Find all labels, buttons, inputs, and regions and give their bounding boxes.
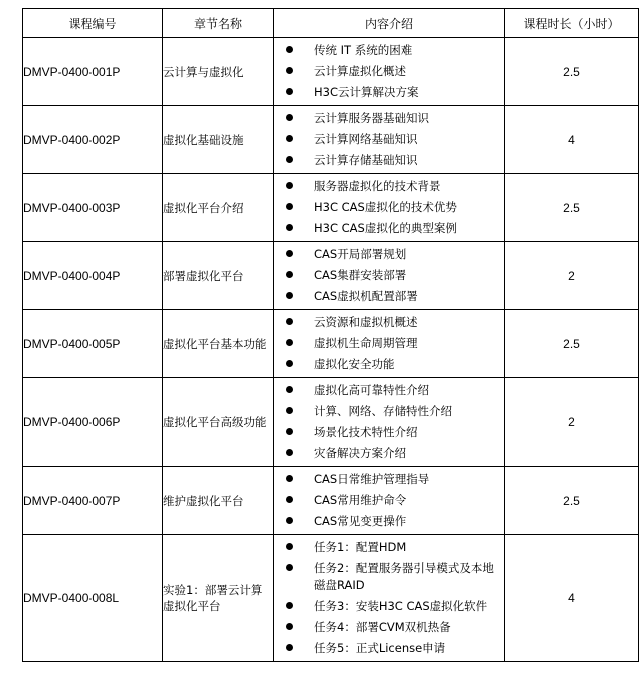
bullet-icon (286, 88, 293, 95)
list-item-text: 虚拟化安全功能 (314, 357, 395, 371)
list-item-text: 服务器虚拟化的技术背景 (314, 179, 441, 193)
list-item (274, 596, 504, 617)
content-cell (274, 106, 505, 174)
list-item-text: 任务1：配置HDM (314, 540, 407, 554)
bullet-icon (286, 517, 293, 524)
table-row (23, 310, 639, 378)
bullet-icon (286, 386, 293, 393)
table-header-row (23, 9, 639, 38)
table-body (23, 38, 639, 662)
list-item-text: 任务5：正式License申请 (314, 641, 446, 655)
list-item (274, 638, 504, 659)
content-cell (274, 535, 505, 662)
list-item (274, 443, 504, 464)
header-code: 课程编号 (23, 9, 163, 38)
course-table-container (22, 8, 639, 662)
list-item-text: CAS集群安装部署 (314, 268, 407, 282)
bullet-icon (286, 114, 293, 121)
table-row (23, 38, 639, 106)
list-item-text: 任务2：配置服务器引导模式及本地磁盘RAID (314, 561, 494, 592)
list-item (274, 218, 504, 239)
bullet-icon (286, 360, 293, 367)
bullet-icon (286, 156, 293, 163)
list-item-text: 灾备解决方案介绍 (314, 446, 406, 460)
bullet-icon (286, 449, 293, 456)
course-code: DMVP-0400-007P (23, 467, 163, 535)
list-item-text: 云计算虚拟化概述 (314, 64, 406, 78)
list-item (274, 82, 504, 103)
course-duration: 2.5 (505, 310, 639, 378)
course-code: DMVP-0400-004P (23, 242, 163, 310)
list-item (274, 490, 504, 511)
bullet-icon (286, 250, 293, 257)
list-item-text: CAS虚拟机配置部署 (314, 289, 418, 303)
bullet-icon (286, 292, 293, 299)
content-list (274, 108, 504, 171)
chapter-name: 部署虚拟化平台 (163, 242, 274, 310)
list-item (274, 265, 504, 286)
bullet-icon (286, 543, 293, 550)
chapter-name: 维护虚拟化平台 (163, 467, 274, 535)
bullet-icon (286, 182, 293, 189)
list-item-text: 云计算存储基础知识 (314, 153, 418, 167)
chapter-name: 云计算与虚拟化 (163, 38, 274, 106)
list-item (274, 333, 504, 354)
chapter-name: 虚拟化平台高级功能 (163, 378, 274, 467)
list-item (274, 537, 504, 558)
list-item-text: 场景化技术特性介绍 (314, 425, 418, 439)
course-duration: 2.5 (505, 174, 639, 242)
bullet-icon (286, 224, 293, 231)
content-cell (274, 310, 505, 378)
table-row (23, 467, 639, 535)
list-item-text: 传统 IT 系统的困难 (314, 43, 413, 57)
bullet-icon (286, 203, 293, 210)
bullet-icon (286, 318, 293, 325)
bullet-icon (286, 428, 293, 435)
header-duration: 课程时长（小时） (505, 9, 639, 38)
content-list (274, 380, 504, 464)
bullet-icon (286, 496, 293, 503)
content-list (274, 176, 504, 239)
list-item (274, 511, 504, 532)
course-duration: 2 (505, 242, 639, 310)
list-item-text: CAS日常维护管理指导 (314, 472, 430, 486)
course-code: DMVP-0400-005P (23, 310, 163, 378)
content-list (274, 469, 504, 532)
content-list (274, 244, 504, 307)
course-code: DMVP-0400-006P (23, 378, 163, 467)
list-item-text: 任务3：安装H3C CAS虚拟化软件 (314, 599, 488, 613)
content-list (274, 312, 504, 375)
list-item-text: CAS常用维护命令 (314, 493, 407, 507)
list-item (274, 558, 504, 596)
list-item-text: 云资源和虚拟机概述 (314, 315, 418, 329)
list-item (274, 176, 504, 197)
course-code: DMVP-0400-002P (23, 106, 163, 174)
list-item (274, 312, 504, 333)
header-chapter: 章节名称 (163, 9, 274, 38)
list-item-text: 虚拟化高可靠特性介绍 (314, 383, 429, 397)
bullet-icon (286, 475, 293, 482)
content-cell (274, 38, 505, 106)
bullet-icon (286, 564, 293, 571)
list-item (274, 129, 504, 150)
course-duration: 4 (505, 106, 639, 174)
list-item (274, 469, 504, 490)
header-content: 内容介绍 (274, 9, 505, 38)
list-item-text: 云计算网络基础知识 (314, 132, 418, 146)
list-item (274, 108, 504, 129)
list-item (274, 61, 504, 82)
bullet-icon (286, 135, 293, 142)
table-row (23, 242, 639, 310)
bullet-icon (286, 602, 293, 609)
table-row (23, 378, 639, 467)
course-duration: 2.5 (505, 38, 639, 106)
content-cell (274, 242, 505, 310)
bullet-icon (286, 67, 293, 74)
table-row (23, 535, 639, 662)
course-table (22, 8, 639, 662)
list-item-text: H3C CAS虚拟化的技术优势 (314, 200, 457, 214)
list-item-text: 虚拟机生命周期管理 (314, 336, 418, 350)
list-item-text: 计算、网络、存储特性介绍 (314, 404, 452, 418)
bullet-icon (286, 407, 293, 414)
chapter-name: 虚拟化平台基本功能 (163, 310, 274, 378)
list-item-text: 云计算服务器基础知识 (314, 111, 429, 125)
content-cell (274, 174, 505, 242)
table-row (23, 106, 639, 174)
chapter-name: 虚拟化平台介绍 (163, 174, 274, 242)
bullet-icon (286, 623, 293, 630)
bullet-icon (286, 46, 293, 53)
course-duration: 2.5 (505, 467, 639, 535)
list-item (274, 380, 504, 401)
list-item-text: CAS常见变更操作 (314, 514, 407, 528)
list-item-text: H3C CAS虚拟化的典型案例 (314, 221, 457, 235)
bullet-icon (286, 339, 293, 346)
content-cell (274, 467, 505, 535)
list-item (274, 286, 504, 307)
course-code: DMVP-0400-003P (23, 174, 163, 242)
list-item (274, 150, 504, 171)
list-item-text: CAS开局部署规划 (314, 247, 407, 261)
content-list (274, 537, 504, 659)
list-item (274, 197, 504, 218)
list-item (274, 617, 504, 638)
bullet-icon (286, 271, 293, 278)
course-duration: 2 (505, 378, 639, 467)
content-cell (274, 378, 505, 467)
chapter-name: 实验1：部署云计算虚拟化平台 (163, 535, 274, 662)
table-row (23, 174, 639, 242)
list-item (274, 244, 504, 265)
list-item (274, 422, 504, 443)
bullet-icon (286, 644, 293, 651)
course-code: DMVP-0400-001P (23, 38, 163, 106)
chapter-name: 虚拟化基础设施 (163, 106, 274, 174)
list-item-text: 任务4：部署CVM双机热备 (314, 620, 451, 634)
course-duration: 4 (505, 535, 639, 662)
list-item (274, 401, 504, 422)
list-item (274, 354, 504, 375)
content-list (274, 40, 504, 103)
course-code: DMVP-0400-008L (23, 535, 163, 662)
list-item-text: H3C云计算解决方案 (314, 85, 419, 99)
list-item (274, 40, 504, 61)
